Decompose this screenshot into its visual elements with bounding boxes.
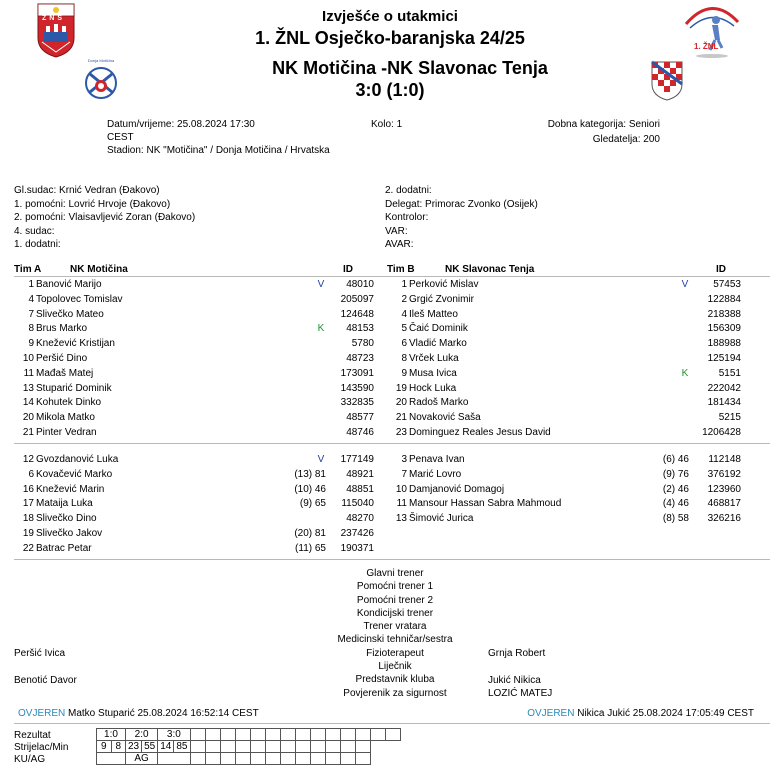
player-id: 326216 — [707, 513, 741, 525]
player-name: Grgić Zvonimir — [409, 293, 475, 305]
empty-cell — [340, 741, 355, 753]
player-number: 1 — [401, 279, 407, 290]
empty-cell — [190, 729, 205, 741]
player-substitution: (13) 81 — [294, 468, 326, 480]
player-name: Dominguez Reales Jesus David — [409, 427, 551, 438]
official-var: VAR: — [385, 225, 408, 237]
match-stadium: Stadion: NK "Motičina" / Donja Motičina / Hrvatska — [107, 145, 330, 156]
player-id: 1206428 — [702, 427, 741, 438]
official-assistant-1: 1. pomoćni: Lovrić Hrvoje (Đakovo) — [14, 198, 171, 210]
player-number: 13 — [395, 513, 407, 525]
empty-cell — [250, 753, 265, 765]
player-row — [385, 307, 745, 322]
home-badge-text: Donja Motičina — [87, 58, 115, 63]
player-number: 18 — [22, 513, 34, 525]
empty-cell — [325, 753, 340, 765]
player-number: 2 — [401, 293, 407, 305]
player-row — [12, 496, 372, 511]
player-number: 9 — [401, 367, 407, 379]
minute-cell: 55 — [142, 741, 158, 753]
player-name: Batrac Petar — [36, 542, 92, 554]
staff-roles — [300, 567, 490, 700]
player-number: 1 — [28, 279, 34, 290]
player-id: 468817 — [707, 498, 741, 510]
official-delegate: Delegat: Primorac Zvonko (Osijek) — [385, 198, 538, 210]
match-score: 3:0 (1:0) — [355, 80, 425, 100]
player-id: 156309 — [707, 323, 741, 335]
divider — [14, 723, 770, 724]
result-cell: 3:0 — [158, 729, 190, 741]
player-number: 21 — [22, 427, 34, 438]
match-timezone: CEST — [107, 132, 134, 143]
player-row — [385, 511, 745, 526]
player-row — [385, 351, 745, 366]
player-row — [385, 467, 745, 482]
player-id: 181434 — [707, 397, 741, 409]
empty-cell — [190, 741, 205, 753]
empty-cell — [265, 729, 280, 741]
role-medical-tech: Medicinski tehničar/sestra — [337, 634, 453, 646]
empty-cell — [265, 741, 280, 753]
player-substitution: (11) 65 — [295, 542, 326, 554]
empty-cell — [220, 729, 235, 741]
player-id: 48723 — [346, 353, 374, 364]
player-number: 21 — [395, 412, 407, 424]
player-name: Novaković Saša — [409, 412, 481, 424]
player-id: 48010 — [346, 279, 374, 290]
empty-cell — [205, 741, 220, 753]
age-category: Dobna kategorija: Seniori — [547, 119, 660, 130]
player-name: Vladić Marko — [409, 338, 467, 350]
team-b-id-header: ID — [716, 264, 726, 275]
player-id: 112148 — [708, 454, 741, 465]
player-id: 190371 — [340, 542, 374, 554]
empty-cell — [295, 729, 310, 741]
player-number: 23 — [395, 427, 407, 438]
player-number: 11 — [23, 367, 34, 379]
empty-cell — [220, 753, 235, 765]
player-row — [12, 410, 372, 425]
role-physio: Fizioterapeut — [366, 647, 424, 659]
player-substitution: (9) 65 — [299, 498, 326, 510]
player-id: 5215 — [718, 412, 741, 424]
player-row — [385, 321, 745, 336]
player-id: 115040 — [341, 498, 374, 510]
player-substitution: (9) 76 — [662, 468, 689, 480]
player-row — [385, 277, 745, 292]
empty-cell — [310, 753, 325, 765]
official-controller: Kontrolor: — [385, 212, 429, 223]
empty-cell — [250, 729, 265, 741]
player-row — [12, 366, 372, 381]
zns-logo — [36, 2, 76, 58]
empty-cell — [355, 741, 370, 753]
player-mark: K — [681, 367, 689, 379]
player-number: 6 — [28, 468, 34, 480]
home-club-rep: Benotić Davor — [14, 675, 77, 686]
player-substitution: (4) 46 — [662, 498, 689, 510]
player-substitution: (2) 46 — [662, 483, 689, 495]
team-b-name: NK Slavonac Tenja — [445, 264, 535, 275]
player-name: Kohutek Dinko — [36, 397, 102, 409]
empty-cell — [310, 741, 325, 753]
team-a-label: Tim A — [14, 264, 42, 275]
player-row — [12, 467, 372, 482]
empty-cell — [280, 729, 295, 741]
divider — [14, 559, 770, 560]
verified-label: OVJEREN — [18, 708, 66, 719]
player-name: Mansour Hassan Sabra Mahmoud — [409, 498, 562, 510]
player-number: 11 — [396, 498, 407, 510]
player-id: 125194 — [707, 353, 741, 364]
report-title: Izvješće o utakmici — [322, 8, 458, 25]
player-id: 173091 — [340, 367, 374, 379]
player-name: Musa Ivica — [409, 367, 457, 379]
home-team-badge — [84, 58, 118, 102]
player-number: 17 — [22, 498, 34, 510]
player-row — [12, 381, 372, 396]
player-id: 57453 — [713, 279, 741, 290]
scorer-cell: 9 — [97, 741, 112, 753]
empty-cell — [325, 741, 340, 753]
away-team-badge — [650, 58, 684, 102]
player-id: 188988 — [707, 338, 741, 350]
player-name: Pinter Vedran — [36, 427, 97, 438]
player-id: 205097 — [340, 293, 374, 305]
empty-cell — [340, 753, 355, 765]
role-head-coach: Glavni trener — [366, 568, 424, 579]
ku-ag-cell: AG — [126, 753, 158, 765]
empty-cell — [235, 729, 250, 741]
player-name: Mađaš Matej — [36, 367, 94, 379]
player-id: 122884 — [707, 293, 741, 305]
empty-cell — [158, 753, 190, 765]
player-id: 48577 — [346, 412, 374, 424]
divider — [14, 443, 770, 444]
player-name: Čaić Dominik — [409, 323, 468, 335]
player-row — [385, 292, 745, 307]
player-row — [385, 381, 745, 396]
verified-label: OVJEREN — [527, 708, 575, 719]
player-number: 3 — [401, 454, 407, 465]
team-a-id-header: ID — [343, 264, 353, 275]
player-id: 376192 — [707, 468, 741, 480]
player-number: 19 — [22, 528, 34, 539]
empty-cell — [340, 729, 355, 741]
player-name: Brus Marko — [36, 323, 88, 335]
player-row — [385, 366, 745, 381]
player-name: Ileš Matteo — [409, 308, 458, 320]
player-row — [12, 351, 372, 366]
empty-cell — [370, 729, 385, 741]
player-row — [385, 482, 745, 497]
role-security: Povjerenik za sigurnost — [343, 687, 447, 699]
player-id: 124648 — [340, 308, 374, 320]
player-name: Banović Marijo — [36, 279, 102, 290]
player-number: 8 — [28, 323, 34, 335]
role-fitness-coach: Kondicijski trener — [356, 607, 434, 619]
scorer-cell: 14 — [158, 741, 174, 753]
result-row — [97, 729, 401, 741]
empty-cell — [205, 729, 220, 741]
ku-ag-row — [97, 753, 401, 765]
empty-cell — [250, 741, 265, 753]
away-club-rep: Jukić Nikica — [488, 675, 541, 686]
spectators: Gledatelja: 200 — [592, 134, 660, 145]
empty-cell — [280, 753, 295, 765]
empty-cell — [235, 741, 250, 753]
player-row — [12, 277, 372, 292]
role-assistant-coach-2: Pomoćni trener 2 — [356, 594, 434, 606]
player-row — [12, 482, 372, 497]
player-number: 7 — [28, 308, 34, 320]
player-row — [12, 541, 372, 556]
result-table — [96, 728, 401, 765]
player-id: 48270 — [346, 513, 374, 525]
officials-left — [14, 184, 195, 252]
player-number: 13 — [22, 382, 34, 394]
player-id: 48746 — [346, 427, 374, 438]
player-row — [385, 452, 745, 467]
player-number: 8 — [401, 353, 407, 364]
away-verification — [527, 707, 754, 720]
player-id: 5780 — [351, 338, 374, 350]
player-name: Topolovec Tomislav — [36, 293, 123, 305]
official-fourth: 4. sudac: — [14, 225, 55, 237]
empty-cell — [295, 741, 310, 753]
empty-cell — [355, 753, 370, 765]
player-number: 10 — [395, 483, 407, 495]
team-a-name: NK Motičina — [70, 264, 128, 275]
result-cell: 2:0 — [126, 729, 158, 741]
player-row — [12, 307, 372, 322]
player-id: 123960 — [707, 483, 741, 495]
player-row — [12, 395, 372, 410]
scorer-cell: 23 — [126, 741, 142, 753]
league-title: 1. ŽNL Osječko-baranjska 24/25 — [255, 28, 525, 48]
player-number: 10 — [22, 353, 34, 364]
player-row — [385, 496, 745, 511]
player-name: Radoš Marko — [409, 397, 469, 409]
player-row — [12, 425, 372, 440]
ku-ag-label: KU/AG — [14, 754, 46, 765]
role-assistant-coach-1: Pomoćni trener 1 — [356, 581, 434, 593]
empty-cell — [310, 729, 325, 741]
player-name: Stuparić Dominik — [36, 382, 112, 394]
player-name: Marić Lovro — [409, 468, 462, 480]
player-row — [12, 452, 372, 467]
officials-right — [385, 184, 538, 252]
player-id: 48921 — [346, 468, 374, 480]
away-verification-text: Nikica Jukić 25.08.2024 17:05:49 CEST — [577, 708, 754, 719]
player-row — [12, 336, 372, 351]
role-doctor: Liječnik — [378, 661, 412, 673]
player-id: 218388 — [707, 308, 741, 320]
player-id: 5151 — [718, 367, 741, 379]
player-row — [385, 336, 745, 351]
player-number: 14 — [22, 397, 34, 409]
player-name: Slivečko Jakov — [36, 528, 103, 539]
official-main-referee: Gl.sudac: Krnić Vedran (Đakovo) — [14, 185, 160, 196]
player-name: Mataija Luka — [36, 498, 93, 510]
player-name: Hock Luka — [409, 382, 457, 394]
empty-cell — [220, 741, 235, 753]
away-security: LOZIĆ MATEJ — [488, 688, 553, 699]
player-name: Damjanović Domagoj — [409, 483, 505, 495]
official-assistant-2: 2. pomoćni: Vlaisavljević Zoran (Đakovo) — [14, 212, 196, 223]
match-datetime: Datum/vrijeme: 25.08.2024 17:30 — [107, 119, 255, 130]
match-round: Kolo: 1 — [371, 119, 403, 130]
player-substitution: (8) 58 — [662, 513, 689, 525]
player-row — [385, 410, 745, 425]
minute-cell: 8 — [111, 741, 126, 753]
player-id: 48851 — [346, 483, 374, 495]
player-mark: V — [317, 279, 325, 290]
player-id: 48153 — [346, 323, 374, 335]
player-row — [12, 321, 372, 336]
league-logo-text: 1. ŽNL — [694, 42, 719, 51]
player-name: Gvozdanović Luka — [36, 454, 119, 465]
player-row — [12, 526, 372, 541]
home-physio: Peršić Ivica — [14, 648, 66, 659]
official-additional-2: 2. dodatni: — [385, 185, 432, 196]
player-id: 237426 — [340, 528, 374, 539]
empty-cell — [385, 729, 400, 741]
empty-cell — [97, 753, 126, 765]
role-club-rep: Predstavnik kluba — [355, 674, 435, 686]
result-cell: 1:0 — [97, 729, 126, 741]
player-name: Peršić Dino — [36, 353, 88, 364]
empty-cell — [190, 753, 205, 765]
home-verification — [18, 707, 259, 720]
player-number: 22 — [22, 542, 34, 554]
away-physio: Grnja Robert — [488, 648, 546, 659]
player-row — [12, 511, 372, 526]
player-number: 16 — [22, 483, 34, 495]
player-substitution: (10) 46 — [294, 483, 326, 495]
player-mark: V — [317, 454, 325, 465]
player-name: Kovačević Marko — [36, 468, 113, 480]
player-row — [385, 395, 745, 410]
player-number: 9 — [28, 338, 34, 350]
official-additional-1: 1. dodatni: — [14, 239, 61, 250]
player-number: 12 — [22, 454, 34, 465]
league-logo — [682, 0, 742, 60]
player-mark: V — [681, 279, 689, 290]
scorer-label: Strijelac/Min — [14, 742, 69, 753]
team-b-label: Tim B — [387, 264, 415, 275]
player-number: 6 — [401, 338, 407, 350]
official-avar: AVAR: — [385, 239, 414, 250]
result-label: Rezultat — [14, 730, 51, 741]
role-goalkeeper-coach: Trener vratara — [363, 621, 427, 633]
scorer-row — [97, 741, 401, 753]
empty-cell — [280, 741, 295, 753]
player-row — [385, 425, 745, 440]
player-mark: K — [317, 323, 325, 335]
empty-cell — [205, 753, 220, 765]
empty-cell — [265, 753, 280, 765]
player-name: Mikola Matko — [36, 412, 95, 424]
player-substitution: (6) 46 — [662, 454, 689, 465]
minute-cell: 85 — [174, 741, 190, 753]
player-name: Vrček Luka — [409, 353, 459, 364]
empty-cell — [325, 729, 340, 741]
player-name: Penava Ivan — [409, 454, 465, 465]
player-name: Šimović Jurica — [409, 513, 474, 525]
player-number: 20 — [22, 412, 34, 424]
empty-cell — [235, 753, 250, 765]
player-number: 7 — [401, 468, 407, 480]
player-number: 20 — [395, 397, 407, 409]
player-id: 332835 — [340, 397, 374, 409]
player-name: Slivečko Mateo — [36, 308, 104, 320]
player-id: 222042 — [707, 382, 741, 394]
match-title: NK Motičina -NK Slavonac Tenja — [272, 58, 548, 78]
empty-cell — [355, 729, 370, 741]
player-number: 5 — [401, 323, 407, 335]
home-verification-text: Matko Stuparić 25.08.2024 16:52:14 CEST — [68, 708, 259, 719]
zns-logo-text: ŽNS — [42, 15, 65, 22]
player-name: Knežević Kristijan — [36, 338, 115, 350]
player-number: 19 — [395, 382, 407, 394]
empty-cell — [295, 753, 310, 765]
player-number: 4 — [28, 293, 34, 305]
player-name: Perković Mislav — [409, 279, 479, 290]
player-substitution: (20) 81 — [294, 528, 326, 539]
player-row — [12, 292, 372, 307]
player-name: Knežević Marin — [36, 483, 105, 495]
player-id: 177149 — [340, 454, 374, 465]
player-id: 143590 — [340, 382, 374, 394]
player-number: 4 — [401, 308, 407, 320]
player-name: Slivečko Dino — [36, 513, 97, 525]
